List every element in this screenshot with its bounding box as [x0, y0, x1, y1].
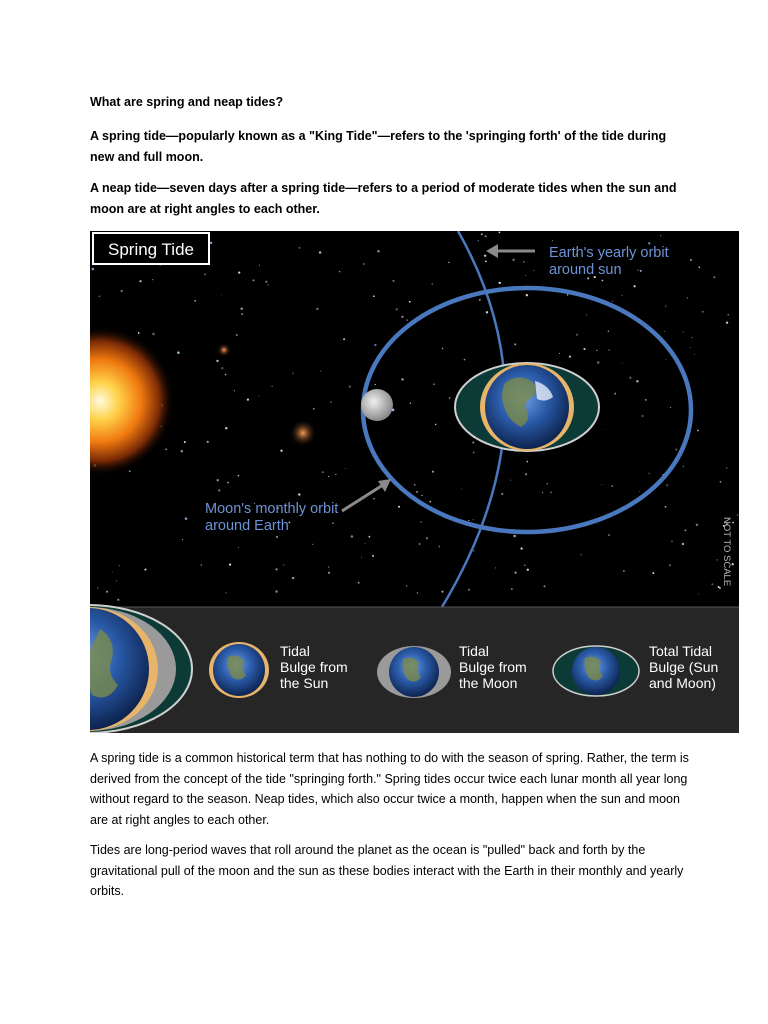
star — [185, 517, 188, 520]
star — [713, 276, 715, 278]
star — [576, 334, 578, 336]
star — [258, 395, 259, 396]
star — [737, 514, 738, 515]
legend-sun-line1: Tidal — [280, 643, 310, 659]
star — [449, 397, 451, 399]
star — [512, 259, 514, 261]
star — [298, 493, 300, 495]
star — [181, 450, 184, 453]
star — [481, 233, 483, 235]
legend-sun-line3: the Sun — [280, 675, 329, 691]
star — [152, 333, 155, 336]
star — [204, 274, 206, 276]
star — [468, 589, 470, 591]
star — [442, 348, 444, 350]
star — [472, 442, 474, 444]
star — [660, 235, 661, 236]
red-star-glow — [289, 419, 317, 447]
star — [527, 569, 529, 571]
star — [621, 295, 622, 296]
star — [514, 343, 516, 345]
star — [373, 295, 375, 297]
star — [665, 506, 667, 508]
star — [106, 591, 108, 593]
star — [648, 473, 649, 474]
star — [335, 474, 336, 475]
star — [377, 250, 379, 252]
red-star-glow-small — [217, 343, 231, 357]
star — [332, 522, 334, 524]
star — [97, 587, 98, 588]
star — [690, 259, 692, 261]
star — [328, 572, 330, 574]
star — [687, 297, 688, 298]
question-heading: What are spring and neap tides? — [90, 95, 284, 109]
star — [666, 484, 668, 486]
star — [698, 266, 700, 268]
star — [696, 524, 698, 526]
star — [683, 332, 684, 333]
star — [320, 370, 321, 371]
star — [473, 452, 475, 454]
star — [441, 591, 443, 593]
star — [501, 493, 503, 495]
legend-total-line1: Total Tidal — [649, 643, 713, 659]
star — [280, 450, 282, 452]
star — [586, 314, 587, 315]
star — [194, 300, 196, 302]
star — [398, 506, 400, 508]
star — [406, 319, 407, 320]
star — [410, 402, 411, 403]
star — [726, 467, 728, 469]
star — [642, 415, 644, 417]
star — [299, 247, 301, 249]
star — [374, 344, 376, 346]
star — [525, 473, 527, 475]
star — [275, 568, 277, 570]
star — [597, 523, 598, 524]
star — [637, 269, 639, 271]
star — [429, 501, 431, 503]
star — [328, 566, 330, 568]
star — [312, 544, 313, 545]
star — [313, 408, 315, 410]
star — [247, 398, 249, 400]
legend-total-line3: and Moon) — [649, 675, 716, 691]
star — [401, 378, 404, 381]
star — [486, 311, 488, 313]
star — [216, 479, 218, 481]
star — [319, 251, 322, 254]
legend-moon-line1: Tidal — [459, 643, 489, 659]
star — [671, 541, 673, 543]
star — [683, 466, 685, 468]
star — [717, 559, 718, 560]
star — [692, 337, 693, 338]
star — [210, 242, 212, 244]
star — [207, 441, 209, 443]
legend-total-line2: Bulge (Sun — [649, 659, 719, 675]
star — [129, 470, 131, 472]
star — [526, 294, 528, 296]
star — [201, 564, 202, 565]
star — [597, 361, 600, 364]
star — [602, 429, 603, 430]
star — [550, 492, 551, 493]
star — [267, 284, 269, 286]
star — [612, 301, 613, 302]
star — [225, 427, 227, 429]
star — [177, 351, 180, 354]
star — [238, 547, 239, 548]
star — [416, 491, 418, 493]
star — [345, 468, 346, 469]
star — [275, 590, 278, 593]
star — [365, 543, 366, 544]
star — [221, 295, 222, 296]
star — [640, 270, 642, 272]
star — [499, 232, 501, 234]
star — [343, 338, 345, 340]
star — [702, 311, 704, 313]
star — [375, 384, 376, 385]
star — [608, 331, 609, 332]
legend-total-bulge-icon — [553, 646, 639, 696]
star — [396, 308, 398, 310]
moon-orbit-label-line2: around Earth — [205, 518, 289, 534]
star — [612, 485, 613, 486]
star — [322, 471, 324, 473]
star — [694, 354, 695, 355]
star — [292, 373, 294, 375]
space-background — [90, 231, 739, 607]
star — [547, 483, 549, 485]
star — [409, 301, 411, 303]
star — [542, 492, 543, 493]
star — [639, 491, 640, 492]
star — [675, 448, 677, 450]
star — [684, 529, 686, 531]
star — [234, 390, 235, 391]
star — [478, 240, 479, 241]
star — [461, 488, 462, 489]
star — [152, 279, 153, 280]
moon-orbit-label-line1: Moon's monthly orbit — [205, 501, 339, 517]
star — [523, 261, 525, 263]
star — [601, 484, 602, 485]
star — [552, 240, 553, 241]
star — [622, 363, 623, 364]
tides-explanation: Tides are long-period waves that roll around the planet as the ocean is "pulled" back and forth by the gravitational pull of the moon and the sun as these bodies interact with the Earth in their monthly and yearly orbits. — [90, 843, 684, 898]
star — [119, 565, 120, 566]
star — [339, 271, 340, 272]
star — [229, 564, 231, 566]
star — [272, 386, 273, 387]
star — [99, 295, 101, 297]
star — [669, 564, 671, 566]
star — [182, 539, 183, 540]
star — [665, 306, 666, 307]
star — [623, 570, 625, 572]
earth-orbit-label-line2: around sun — [549, 262, 622, 278]
star — [698, 594, 699, 595]
star — [636, 380, 639, 383]
star — [670, 407, 671, 408]
star — [697, 430, 699, 432]
spring-tide-explanation: A spring tide is a common historical term that has nothing to do with the season of spring. Rather, the term is derived from the concept of the tide "springing forth." Spring tides occur twice each lunar month all year long without regard to the season. Neap tides, which also occur twice a month, happen when the sun and moon are at right angles to each other. — [90, 751, 689, 827]
star — [349, 385, 352, 388]
star — [420, 521, 421, 522]
star — [138, 332, 140, 334]
star — [363, 263, 365, 265]
star — [472, 519, 473, 520]
star — [435, 424, 437, 426]
star — [121, 290, 123, 292]
star — [373, 498, 374, 499]
not-to-scale-note: NOT TO SCALE — [721, 517, 732, 587]
star — [144, 569, 146, 571]
star — [369, 536, 371, 538]
star — [485, 260, 487, 262]
star — [601, 280, 603, 282]
star — [238, 475, 240, 477]
star — [608, 349, 610, 351]
star — [464, 359, 466, 361]
star — [728, 314, 729, 315]
star — [358, 582, 360, 584]
star — [645, 399, 647, 401]
star — [495, 567, 496, 568]
star — [330, 401, 332, 403]
star — [448, 262, 450, 264]
star — [726, 322, 728, 324]
star — [690, 347, 691, 348]
legend-sun-line2: Bulge from — [280, 659, 348, 675]
star — [485, 235, 487, 237]
star — [510, 480, 511, 481]
star — [432, 471, 434, 473]
star — [236, 334, 238, 336]
spring-tide-definition: A spring tide—popularly known as a "King Tide"—refers to the 'springing forth' of the tide during new and full moon. — [90, 129, 667, 164]
star — [432, 283, 433, 284]
star — [351, 535, 354, 538]
neap-tide-definition: A neap tide—seven days after a spring tide—refers to a period of moderate tides when the sun and moon are at right angles to each other. — [90, 181, 677, 216]
star — [511, 588, 513, 590]
star — [221, 367, 223, 369]
earth — [485, 365, 569, 449]
legend-moon-line3: the Moon — [459, 675, 518, 691]
star — [629, 377, 631, 379]
star — [218, 489, 220, 491]
star — [421, 495, 422, 496]
star — [433, 383, 435, 385]
star — [216, 360, 218, 362]
star — [414, 484, 416, 486]
star — [238, 271, 240, 273]
star — [608, 534, 610, 536]
star — [116, 580, 117, 581]
star — [468, 520, 469, 521]
star — [720, 481, 722, 483]
star — [569, 355, 571, 357]
star — [241, 313, 242, 314]
star — [438, 546, 440, 548]
star — [664, 331, 665, 332]
star — [559, 353, 560, 354]
star — [583, 348, 585, 350]
star — [328, 476, 329, 477]
star — [253, 279, 255, 281]
star — [406, 585, 407, 586]
star — [226, 592, 227, 593]
star — [521, 548, 523, 550]
star — [567, 294, 568, 295]
star — [165, 449, 167, 451]
star — [524, 564, 525, 565]
star — [426, 537, 428, 539]
star — [276, 536, 278, 538]
star — [292, 577, 294, 579]
star — [665, 359, 666, 360]
star — [525, 275, 526, 276]
star — [241, 308, 243, 310]
star — [361, 557, 362, 558]
moon — [361, 389, 393, 421]
star — [499, 282, 501, 284]
figure-title: Spring Tide — [108, 240, 194, 259]
star — [392, 280, 394, 282]
star — [419, 543, 421, 545]
star — [580, 554, 581, 555]
star — [227, 482, 229, 484]
star — [633, 285, 635, 287]
star — [544, 585, 546, 587]
star — [513, 535, 516, 538]
star — [652, 572, 654, 574]
star — [283, 564, 284, 565]
star — [596, 350, 597, 351]
star — [92, 268, 95, 271]
star — [473, 550, 474, 551]
legend-moon-line2: Bulge from — [459, 659, 527, 675]
star — [526, 461, 528, 463]
star — [711, 583, 713, 585]
legend-sun-bulge-icon — [209, 642, 269, 698]
star — [484, 254, 486, 256]
star — [184, 441, 186, 443]
star — [316, 308, 319, 311]
star — [265, 281, 267, 283]
star — [139, 280, 141, 282]
star — [372, 555, 374, 557]
star — [718, 586, 720, 588]
star — [515, 572, 517, 574]
star — [401, 316, 403, 318]
legend-moon-bulge-icon — [377, 646, 451, 698]
star — [682, 543, 684, 545]
star — [259, 265, 260, 266]
star — [479, 299, 481, 301]
star — [225, 374, 227, 376]
star — [614, 393, 616, 395]
star — [417, 592, 419, 594]
star — [533, 270, 534, 271]
star — [117, 599, 119, 601]
earth-orbit-label-line1: Earth's yearly orbit — [549, 245, 669, 261]
star — [112, 571, 113, 572]
spring-tide-figure — [90, 231, 739, 733]
